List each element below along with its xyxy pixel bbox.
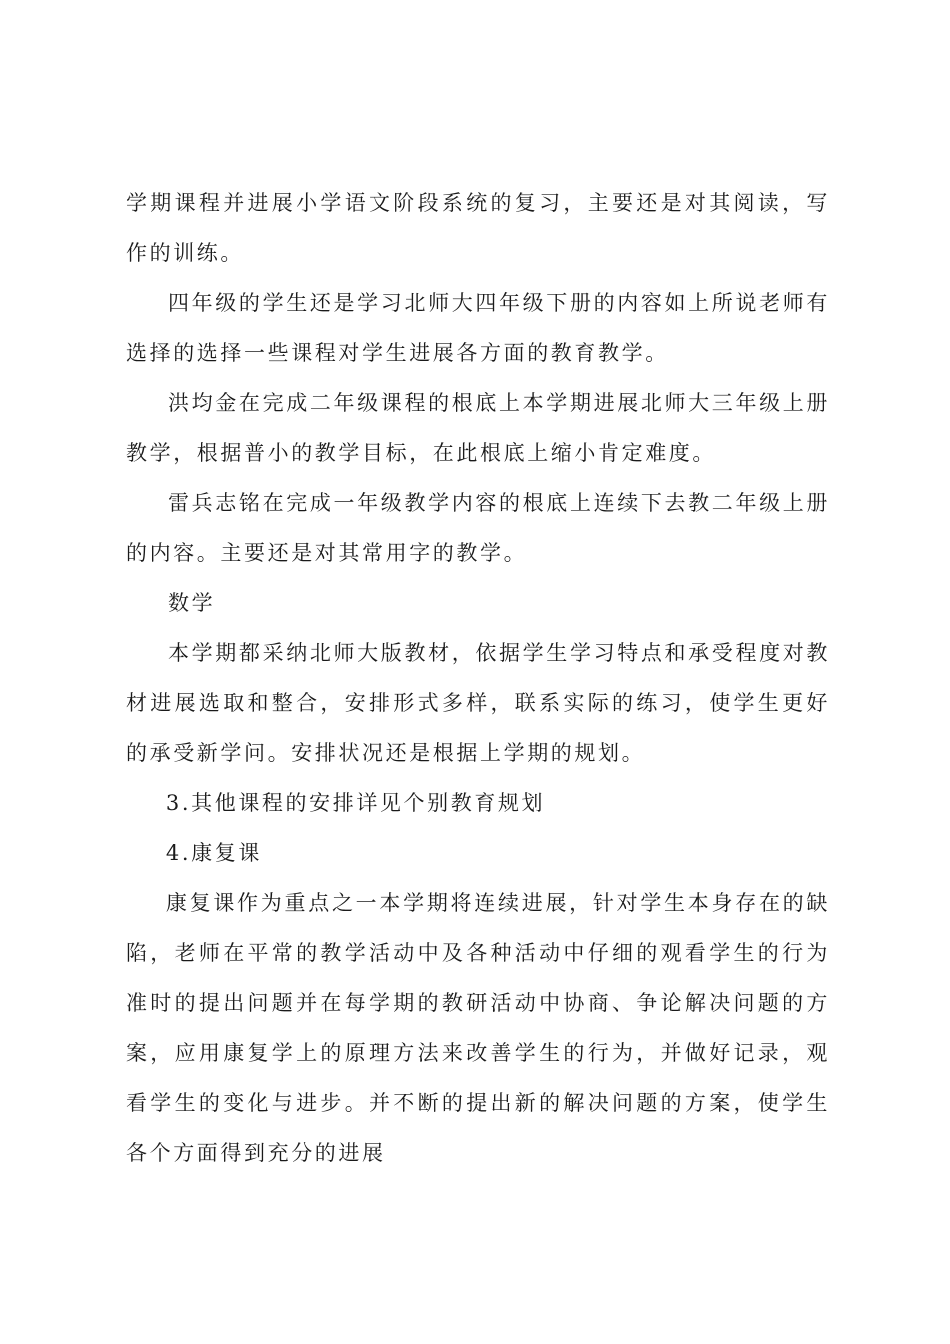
heading-rehabilitation: 4.康复课	[165, 841, 262, 865]
document-body	[126, 178, 830, 1178]
paragraph-grade-four: 四年级的学生还是学习北师大四年级下册的内容如上所说老师有选择的选择一些课程对学生进展各方面的教育教学。	[126, 291, 830, 365]
paragraph-rehabilitation: 康复课作为重点之一本学期将连续进展，针对学生本身存在的缺陷，老师在平常的教学活动中及各种活动中仔细的观看学生的行为准时的提出问题并在每学期的教研活动中协商、争论解决问题的方案，应用康复学上的原理方法来改善学生的行为，并做好记录，观看学生的变化与进步。并不断的提出新的解决问题的方案，使学生各个方面得到充分的进展	[126, 891, 830, 1165]
paragraph-math-plan: 本学期都采纳北师大版教材，依据学生学习特点和承受程度对教材进展选取和整合，安排形式多样，联系实际的练习，使学生更好的承受新学问。安排状况还是根据上学期的规划。	[126, 641, 830, 765]
heading-math: 数学	[168, 591, 216, 615]
paragraph-chinese-continuation: 学期课程并进展小学语文阶段系统的复习，主要还是对其阅读，写作的训练。	[126, 191, 830, 265]
paragraph-hong-junjin: 洪均金在完成二年级课程的根底上本学期进展北师大三年级上册教学，根据普小的教学目标，在此根底上缩小肯定难度。	[126, 391, 830, 465]
heading-other-courses: 3.其他课程的安排详见个别教育规划	[165, 791, 546, 815]
paragraph-lei-bing-zhiming: 雷兵志铭在完成一年级教学内容的根底上连续下去教二年级上册的内容。主要还是对其常用字的教学。	[126, 491, 830, 565]
